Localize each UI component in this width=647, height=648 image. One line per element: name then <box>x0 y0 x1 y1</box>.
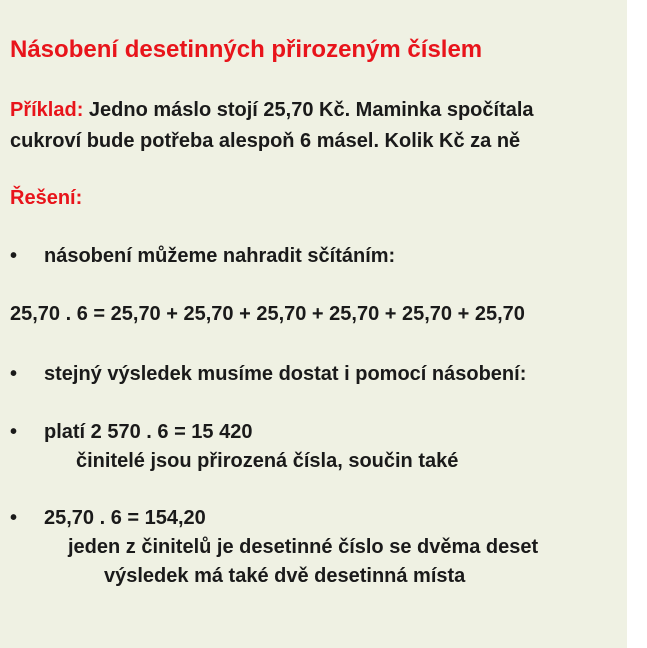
bullet-2-text: stejný výsledek musíme dostat i pomocí násobení: <box>44 363 527 385</box>
addition-equation: 25,70 . 6 = 25,70 + 25,70 + 25,70 + 25,70 + 25,70 + 25,70 <box>10 303 525 325</box>
bullet-4-marker: • <box>10 507 18 529</box>
bullet-3-text: platí 2 570 . 6 = 15 420 <box>44 421 253 443</box>
bullet-1-marker: • <box>10 245 18 267</box>
bullet-4-note-2: výsledek má také dvě desetinná místa <box>104 565 466 587</box>
example-label: Příklad: <box>10 99 84 121</box>
solution-label: Řešení: <box>10 187 83 209</box>
bullet-4-text: 25,70 . 6 = 154,20 <box>44 507 206 529</box>
slide-title: Násobení desetinných přirozeným číslem <box>10 36 483 63</box>
example-line-2: cukroví bude potřeba alespoň 6 másel. Kolik Kč za ně <box>10 130 521 152</box>
bullet-3-note: činitelé jsou přirozená čísla, součin také <box>76 450 459 472</box>
right-margin <box>627 0 647 648</box>
bullet-1-text: násobení můžeme nahradit sčítáním: <box>44 245 396 267</box>
bullet-3-marker: • <box>10 421 18 443</box>
bullet-2-marker: • <box>10 363 18 385</box>
example-line-1 <box>10 98 534 122</box>
example-text-1: Jedno máslo stojí 25,70 Kč. Maminka spočítala <box>83 99 534 121</box>
bullet-4-note-1: jeden z činitelů je desetinné číslo se dvěma deset <box>68 536 539 558</box>
